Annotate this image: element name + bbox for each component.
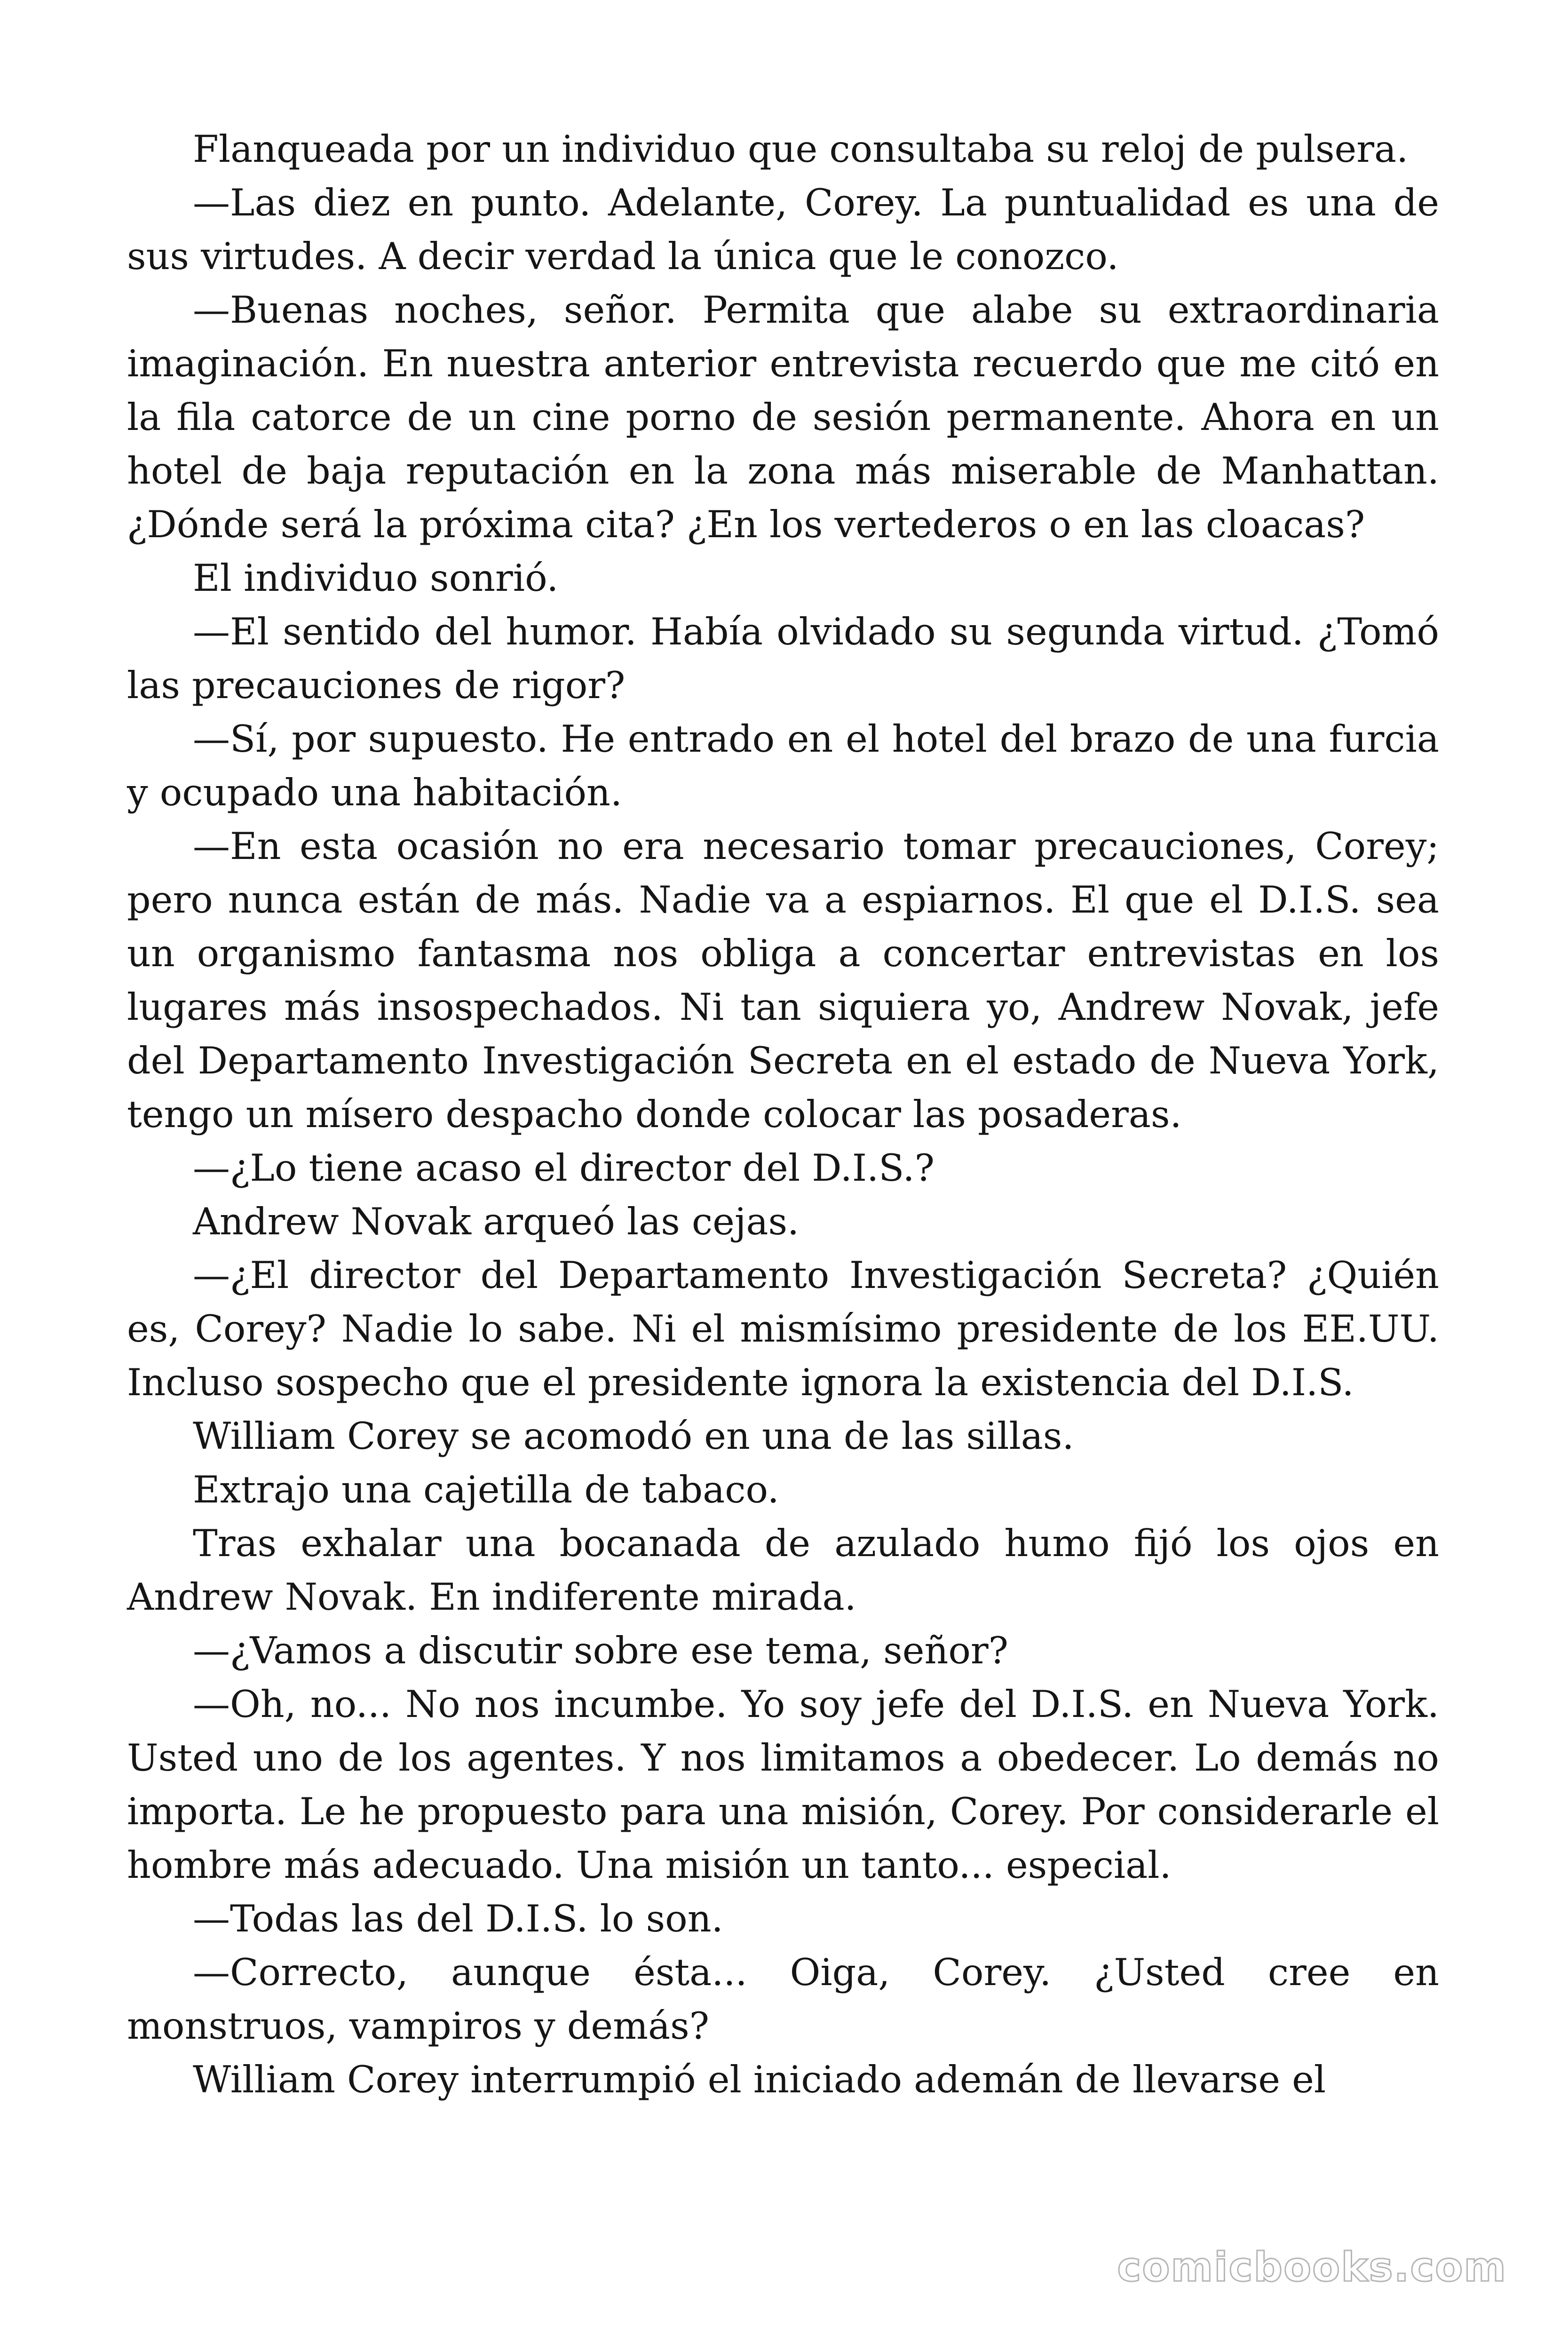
paragraph: —Buenas noches, señor. Permita que alabe su extraordinaria imaginación. En nuestra anterior entrevista recuerdo que me citó en la fila catorce de un cine porno de sesión permanente. Ahora en un hotel de baja reputación en la zona más miserable de Manhattan. ¿Dónde será la próxima cita? ¿En los vertederos o en las cloacas? [127, 288, 1439, 546]
paragraph: Tras exhalar una bocanada de azulado humo fijó los ojos en Andrew Novak. En indiferente mirada. [127, 1522, 1439, 1619]
paragraph: —Todas las del D.I.S. lo son. [193, 1897, 723, 1940]
paragraph: —¿El director del Departamento Investigación Secreta? ¿Quién es, Corey? Nadie lo sabe. Ni el mismísimo presidente de los EE.UU. Incluso sospecho que el presidente ignora la existencia del D.I.S. [127, 1254, 1439, 1404]
paragraph: —Las diez en punto. Adelante, Corey. La puntualidad es una de sus virtudes. A decir verdad la única que le conozco. [127, 181, 1439, 278]
paragraph: —¿Lo tiene acaso el director del D.I.S.? [193, 1146, 934, 1190]
paragraph: —Sí, por supuesto. He entrado en el hotel del brazo de una furcia y ocupado una habitación. [127, 717, 1439, 814]
paragraph: El individuo sonrió. [193, 556, 559, 600]
paragraph: William Corey se acomodó en una de las sillas. [193, 1414, 1074, 1458]
paragraph: Flanqueada por un individuo que consultaba su reloj de pulsera. [193, 127, 1409, 171]
paragraph: —En esta ocasión no era necesario tomar precauciones, Corey; pero nunca están de más. Nadie va a espiarnos. El que el D.I.S. sea un organismo fantasma nos obliga a concertar entrevistas en los lugares más insospechados. Ni tan siquiera yo, Andrew Novak, jefe del Departamento Investigación Secreta en el estado de Nueva York, tengo un mísero despacho donde colocar las posaderas. [127, 825, 1439, 1136]
paragraph: —El sentido del humor. Había olvidado su segunda virtud. ¿Tomó las precauciones de rigor? [127, 610, 1439, 707]
watermark-logo: comicbooks.com [1117, 2244, 1507, 2291]
book-page-text [127, 122, 1439, 2106]
paragraph: —Oh, no... No nos incumbe. Yo soy jefe del D.I.S. en Nueva York. Usted uno de los agentes. Y nos limitamos a obedecer. Lo demás no importa. Le he propuesto para una misión, Corey. Por considerarle el hombre más adecuado. Una misión un tanto... especial. [127, 1683, 1439, 1887]
paragraph: Extrajo una cajetilla de tabaco. [193, 1468, 779, 1511]
paragraph: Andrew Novak arqueó las cejas. [193, 1200, 800, 1243]
paragraph: —¿Vamos a discutir sobre ese tema, señor? [193, 1629, 1009, 1672]
paragraph: William Corey interrumpió el iniciado ademán de llevarse el [193, 2058, 1326, 2101]
paragraph: —Correcto, aunque ésta... Oiga, Corey. ¿Usted cree en monstruos, vampiros y demás? [127, 1951, 1439, 2048]
